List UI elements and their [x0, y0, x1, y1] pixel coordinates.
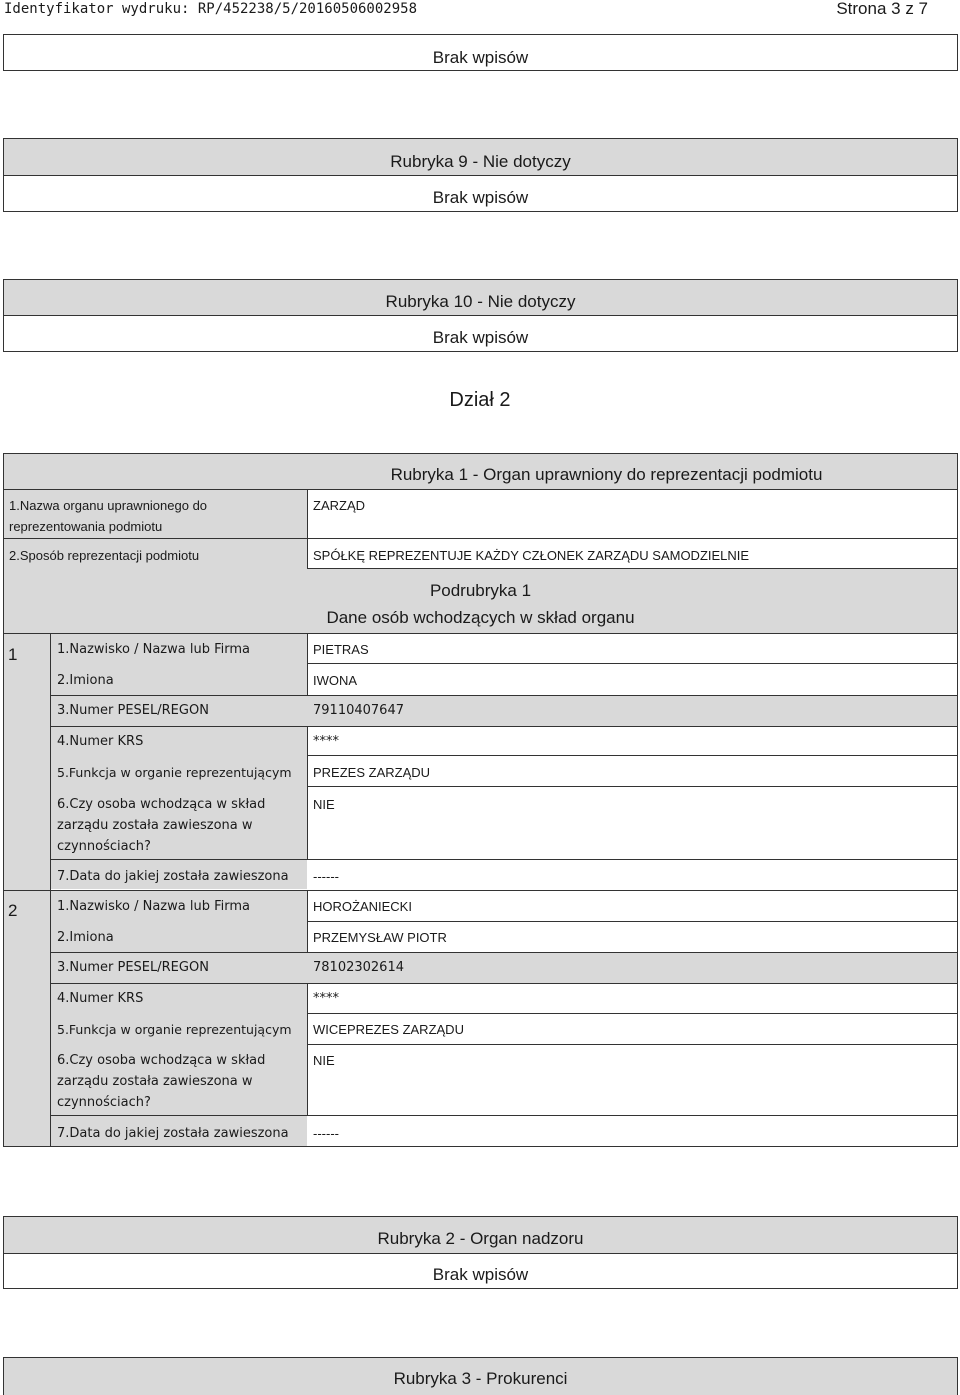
suspension-date-value: ------ — [313, 1126, 339, 1141]
suspension-date-value: ------ — [313, 869, 339, 884]
surname-value: PIETRAS — [313, 642, 369, 657]
organ-section — [3, 453, 958, 569]
function-value: WICEPREZES ZARZĄDU — [313, 1022, 464, 1037]
person-number: 1 — [8, 645, 18, 664]
top-empty-block — [3, 34, 958, 71]
suspended-label: 6.Czy osoba wchodząca w skład zarządu została zawieszona w czynnościach? — [57, 1053, 266, 1110]
organ-name-value: ZARZĄD — [313, 498, 365, 513]
rubryka2-title: Rubryka 2 - Organ nadzoru — [377, 1229, 584, 1248]
representation-value: SPÓŁKĘ REPREZENTUJE KAŻDY CZŁONEK ZARZĄDU SAMODZIELNIE — [313, 548, 750, 563]
rubryka9-brak: Brak wpisów — [432, 188, 529, 207]
rubryka3-title: Rubryka 3 - Prokurenci — [393, 1369, 568, 1388]
dzial-heading: Dział 2 — [449, 389, 511, 411]
surname-value: HOROŻANIECKI — [313, 899, 412, 914]
top-brak-wpisow: Brak wpisów — [432, 48, 529, 67]
organ-name-label: 1.Nazwa organu uprawnionego do reprezentowania podmiotu — [9, 498, 208, 534]
podrubryka-title: Podrubryka 1 — [429, 581, 532, 600]
person-2 — [4, 891, 957, 1146]
rubryka2-brak: Brak wpisów — [432, 1265, 529, 1284]
krs-label: 4.Numer KRS — [57, 734, 144, 749]
suspension-date-label: 7.Data do jakiej została zawieszona — [57, 1126, 289, 1141]
person-number: 2 — [8, 901, 18, 920]
rubryka9-title: Rubryka 9 - Nie dotyczy — [390, 152, 571, 171]
rubryka2-section — [3, 1216, 958, 1289]
person-1 — [4, 634, 957, 890]
print-identifier: Identyfikator wydruku: RP/452238/5/20160506002958 — [4, 1, 418, 17]
first-names-value: IWONA — [313, 673, 358, 688]
krs-label: 4.Numer KRS — [57, 991, 144, 1006]
surname-label: 1.Nazwisko / Nazwa lub Firma — [57, 899, 250, 914]
pesel-value: 78102302614 — [313, 960, 404, 975]
suspended-value: NIE — [313, 1053, 335, 1068]
pesel-label: 3.Numer PESEL/REGON — [57, 960, 209, 975]
function-value: PREZES ZARZĄDU — [313, 765, 431, 780]
pesel-label: 3.Numer PESEL/REGON — [57, 703, 209, 718]
suspension-date-label: 7.Data do jakiej została zawieszona — [57, 869, 289, 884]
rubryka9-section — [3, 138, 958, 212]
pesel-value: 79110407647 — [313, 703, 404, 718]
organ-title: Rubryka 1 - Organ uprawniony do reprezentacji podmiotu — [390, 465, 823, 484]
rubryka3-section — [3, 1357, 958, 1395]
podrubryka-subtitle: Dane osób wchodzących w skład organu — [326, 608, 635, 627]
krs-value: **** — [313, 734, 339, 749]
function-label: 5.Funkcja w organie reprezentującym — [57, 1022, 292, 1037]
krs-value: **** — [313, 991, 339, 1006]
function-label: 5.Funkcja w organie reprezentującym — [57, 765, 292, 780]
podrubryka-section — [3, 569, 958, 1147]
first-names-value: PRZEMYSŁAW PIOTR — [313, 930, 447, 945]
rubryka10-brak: Brak wpisów — [432, 328, 529, 347]
suspended-value: NIE — [313, 797, 335, 812]
surname-label: 1.Nazwisko / Nazwa lub Firma — [57, 642, 250, 657]
representation-label: 2.Sposób reprezentacji podmiotu — [9, 548, 200, 563]
suspended-label: 6.Czy osoba wchodząca w skład zarządu została zawieszona w czynnościach? — [57, 797, 266, 854]
rubryka10-section — [3, 279, 958, 352]
page-number: Strona 3 z 7 — [836, 0, 928, 18]
first-names-label: 2.Imiona — [57, 673, 114, 688]
rubryka10-title: Rubryka 10 - Nie dotyczy — [385, 292, 576, 311]
first-names-label: 2.Imiona — [57, 930, 114, 945]
